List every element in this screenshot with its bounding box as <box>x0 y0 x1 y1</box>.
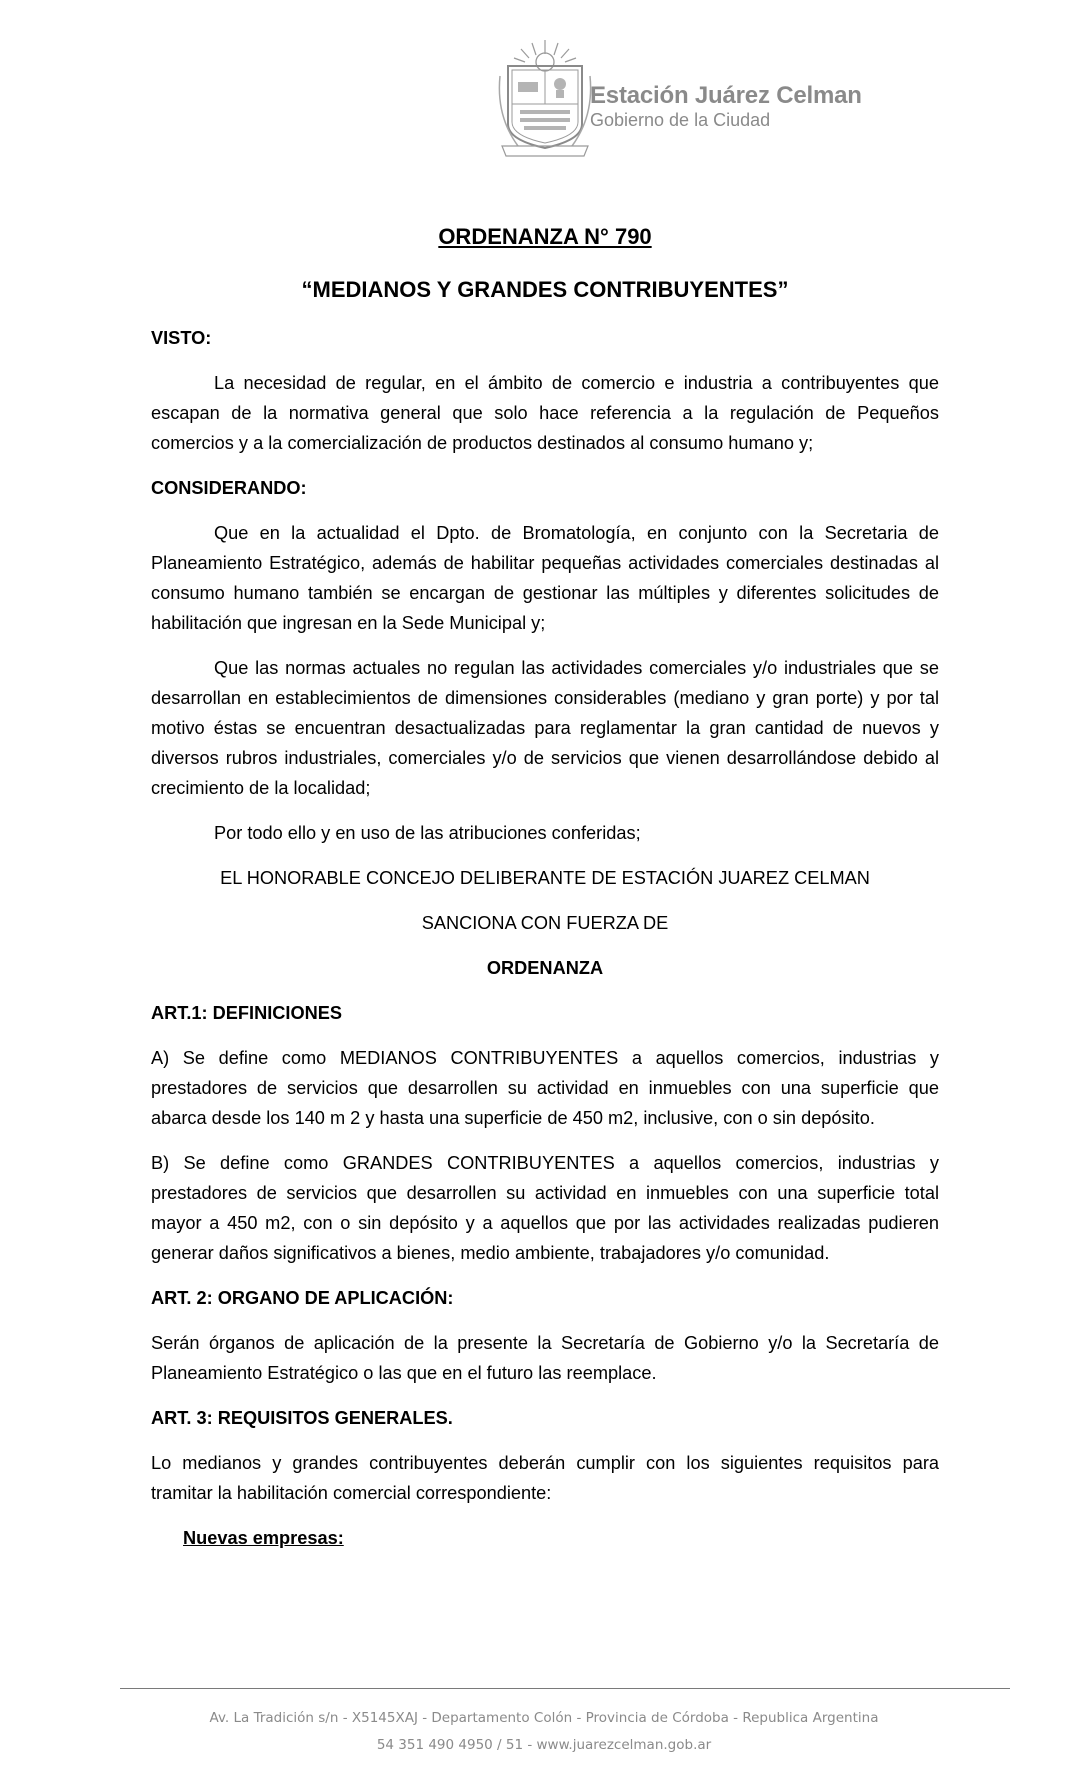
document-title: ORDENANZA N° 790 <box>438 224 652 249</box>
org-subtitle: Gobierno de la Ciudad <box>590 110 771 130</box>
document-body <box>151 222 939 1553</box>
footer-divider <box>120 1688 1010 1689</box>
art1-paragraph-a: A) Se define como MEDIANOS CONTRIBUYENTES a aquellos comercios, industrias y prestadores de servicios que desarrollen su actividad en inmuebles con una superficie que abarca desde los 140 m 2 y hasta una superficie de 450 m2, inclusive, con o sin depósito. <box>151 1048 939 1128</box>
footer-contact: 54 351 490 4950 / 51 - www.juarezcelman.gob.ar <box>376 1737 712 1753</box>
sanciona-line: SANCIONA CON FUERZA DE <box>421 913 669 933</box>
considerando-paragraph-3: Por todo ello y en uso de las atribuciones conferidas; <box>214 823 641 843</box>
footer-address: Av. La Tradición s/n - X5145XAJ - Departamento Colón - Provincia de Córdoba - Republica Argentina <box>209 1710 879 1726</box>
letterhead <box>490 36 890 166</box>
art1-paragraph-b: B) Se define como GRANDES CONTRIBUYENTES a aquellos comercios, industrias y prestadores de servicios que desarrollen su actividad en inmuebles con una superficie total mayor a 450 m2, con o sin depósito y a aquellos que por las actividades realizadas pudieren generar daños significativos a bienes, medio ambiente, trabajadores y/o comunidad. <box>151 1153 939 1263</box>
visto-paragraph: La necesidad de regular, en el ámbito de comercio e industria a contribuyentes que escapan de la normativa general que solo hace referencia a la regulación de Pequeños comercios y a la comercialización de productos destinados al consumo humano y; <box>151 373 939 453</box>
art3-heading: ART. 3: REQUISITOS GENERALES. <box>151 1408 453 1428</box>
art3-paragraph: Lo medianos y grandes contribuyentes deberán cumplir con los siguientes requisitos para tramitar la habilitación comercial correspondiente: <box>151 1453 939 1503</box>
considerando-heading: CONSIDERANDO: <box>151 478 307 498</box>
considerando-paragraph-2: Que las normas actuales no regulan las actividades comerciales y/o industriales que se desarrollan en establecimientos de dimensiones considerables (mediano y gran porte) y por tal motivo éstas se encuentran desactualizadas para reglamentar la gran cantidad de nuevos y diversos rubros industriales, comerciales y/o de servicios que vienen desarrollándose debido al crecimiento de la localidad; <box>151 658 939 798</box>
considerando-paragraph-1: Que en la actualidad el Dpto. de Bromatología, en conjunto con la Secretaria de Planeamiento Estratégico, además de habilitar pequeñas actividades comerciales destinadas al consumo humano también se encargan de gestionar las múltiples y diferentes solicitudes de habilitación que ingresan en la Sede Municipal y; <box>151 523 939 633</box>
nuevas-empresas-subheading: Nuevas empresas: <box>183 1528 344 1548</box>
art2-heading: ART. 2: ORGANO DE APLICACIÓN: <box>151 1288 454 1308</box>
art2-paragraph: Serán órganos de aplicación de la presente la Secretaría de Gobierno y/o la Secretaría de Planeamiento Estratégico o las que en el futuro las reemplace. <box>151 1333 939 1383</box>
municipal-crest-logo <box>490 36 600 162</box>
document-subtitle: “MEDIANOS Y GRANDES CONTRIBUYENTES” <box>301 277 789 302</box>
ordenanza-line: ORDENANZA <box>486 958 604 978</box>
visto-heading: VISTO: <box>151 328 212 348</box>
org-name: Estación Juárez Celman <box>590 82 862 109</box>
concejo-line: EL HONORABLE CONCEJO DELIBERANTE DE ESTACIÓN JUAREZ CELMAN <box>220 868 870 888</box>
art1-heading: ART.1: DEFINICIONES <box>151 1003 342 1023</box>
